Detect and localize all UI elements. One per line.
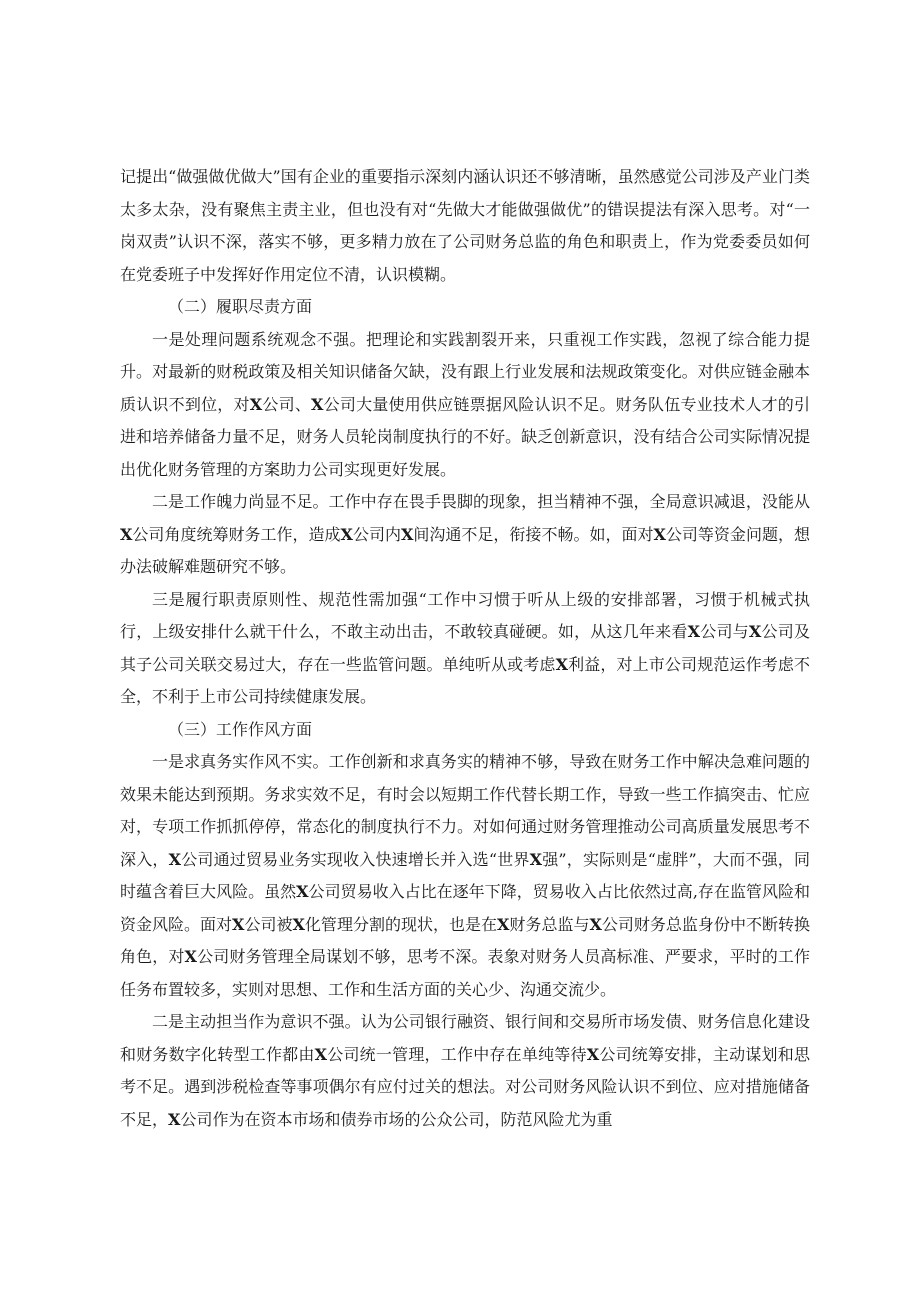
paragraph-duty-3: 三是履行职责原则性、规范性需加强“工作中习惯于听从上级的安排部署，习惯于机械式执行，上级安排什么就干什么，不敢主动出击，不敢较真碰硬。如，从这几年来看X公司与X公司及其子公司关联交易过大，存在一些监管问题。单纯听从或考虑X利益，对上市公司规范运作考虑不全，不利于上市公司持续健康发展。	[120, 589, 810, 706]
paragraph-duty-1: 一是处理问题系统观念不强。把理论和实践割裂开来，只重视工作实践，忽视了综合能力提升。对最新的财税政策及相关知识储备欠缺，没有跟上行业发展和法规政策变化。对供应链金融本质认识不到位，对X公司、X公司大量使用供应链票据风险认识不足。财务队伍专业技术人才的引进和培养储备力量不足，财务人员轮岗制度执行的不好。缺乏创新意识，没有结合公司实际情况提出优化财务管理的方案助力公司实现更好发展。	[120, 329, 810, 479]
section-heading-duty: （二）履职尽责方面	[168, 297, 313, 316]
paragraph-intro-continuation: 记提出“做强做优做大”国有企业的重要指示深刻内涵认识还不够清晰，虽然感觉公司涉及产业门类太多太杂，没有聚焦主责主业，但也没有对“先做大才能做强做优”的错误提法有深入思考。对“一岗双责”认识不深，落实不够，更多精力放在了公司财务总监的角色和职责上，作为党委委员如何在党委班子中发挥好作用定位不清，认识模糊。	[120, 167, 810, 284]
section-heading-style: （三）工作作风方面	[168, 719, 313, 739]
paragraph-duty-2: 二是工作魄力尚显不足。工作中存在畏手畏脚的现象，担当精神不强，全局意识减退，没能从X公司角度统筹财务工作，造成X公司内X间沟通不足，衔接不畅。如，面对X公司等资金问题，想办法破解难题研究不够。	[120, 492, 810, 576]
paragraph-style-2: 二是主动担当作为意识不强。认为公司银行融资、银行间和交易所市场发债、财务信息化建设和财务数字化转型工作都由X公司统一管理，工作中存在单纯等待X公司统筹安排，主动谋划和思考不足。遇到涉税检查等事项偶尔有应付过关的想法。对公司财务风险认识不到位、应对措施储备不足，X公司作为在资本市场和债券市场的公众公司，防范风险尤为重	[120, 1012, 810, 1129]
document-body	[120, 161, 810, 1136]
paragraph-style-1: 一是求真务实作风不实。工作创新和求真务实的精神不够，导致在财务工作中解决急难问题的效果未能达到预期。务求实效不足，有时会以短期工作代替长期工作，导致一些工作搞突击、忙应对，专项工作抓抓停停，常态化的制度执行不力。对如何通过财务管理推动公司高质量发展思考不深入，X公司通过贸易业务实现收入快速增长并入选“世界X强”，实际则是“虚胖”，大而不强，同时蕴含着巨大风险。虽然X公司贸易收入占比在逐年下降，贸易收入占比依然过高,存在监管风险和资金风险。面对X公司被X化管理分割的现状，也是在X财务总监与X公司财务总监身份中不断转换角色，对X公司财务管理全局谋划不够，思考不深。表象对财务人员高标准、严要求，平时的工作任务布置较多，实则对思想、工作和生活方面的关心少、沟通交流少。	[120, 752, 810, 999]
